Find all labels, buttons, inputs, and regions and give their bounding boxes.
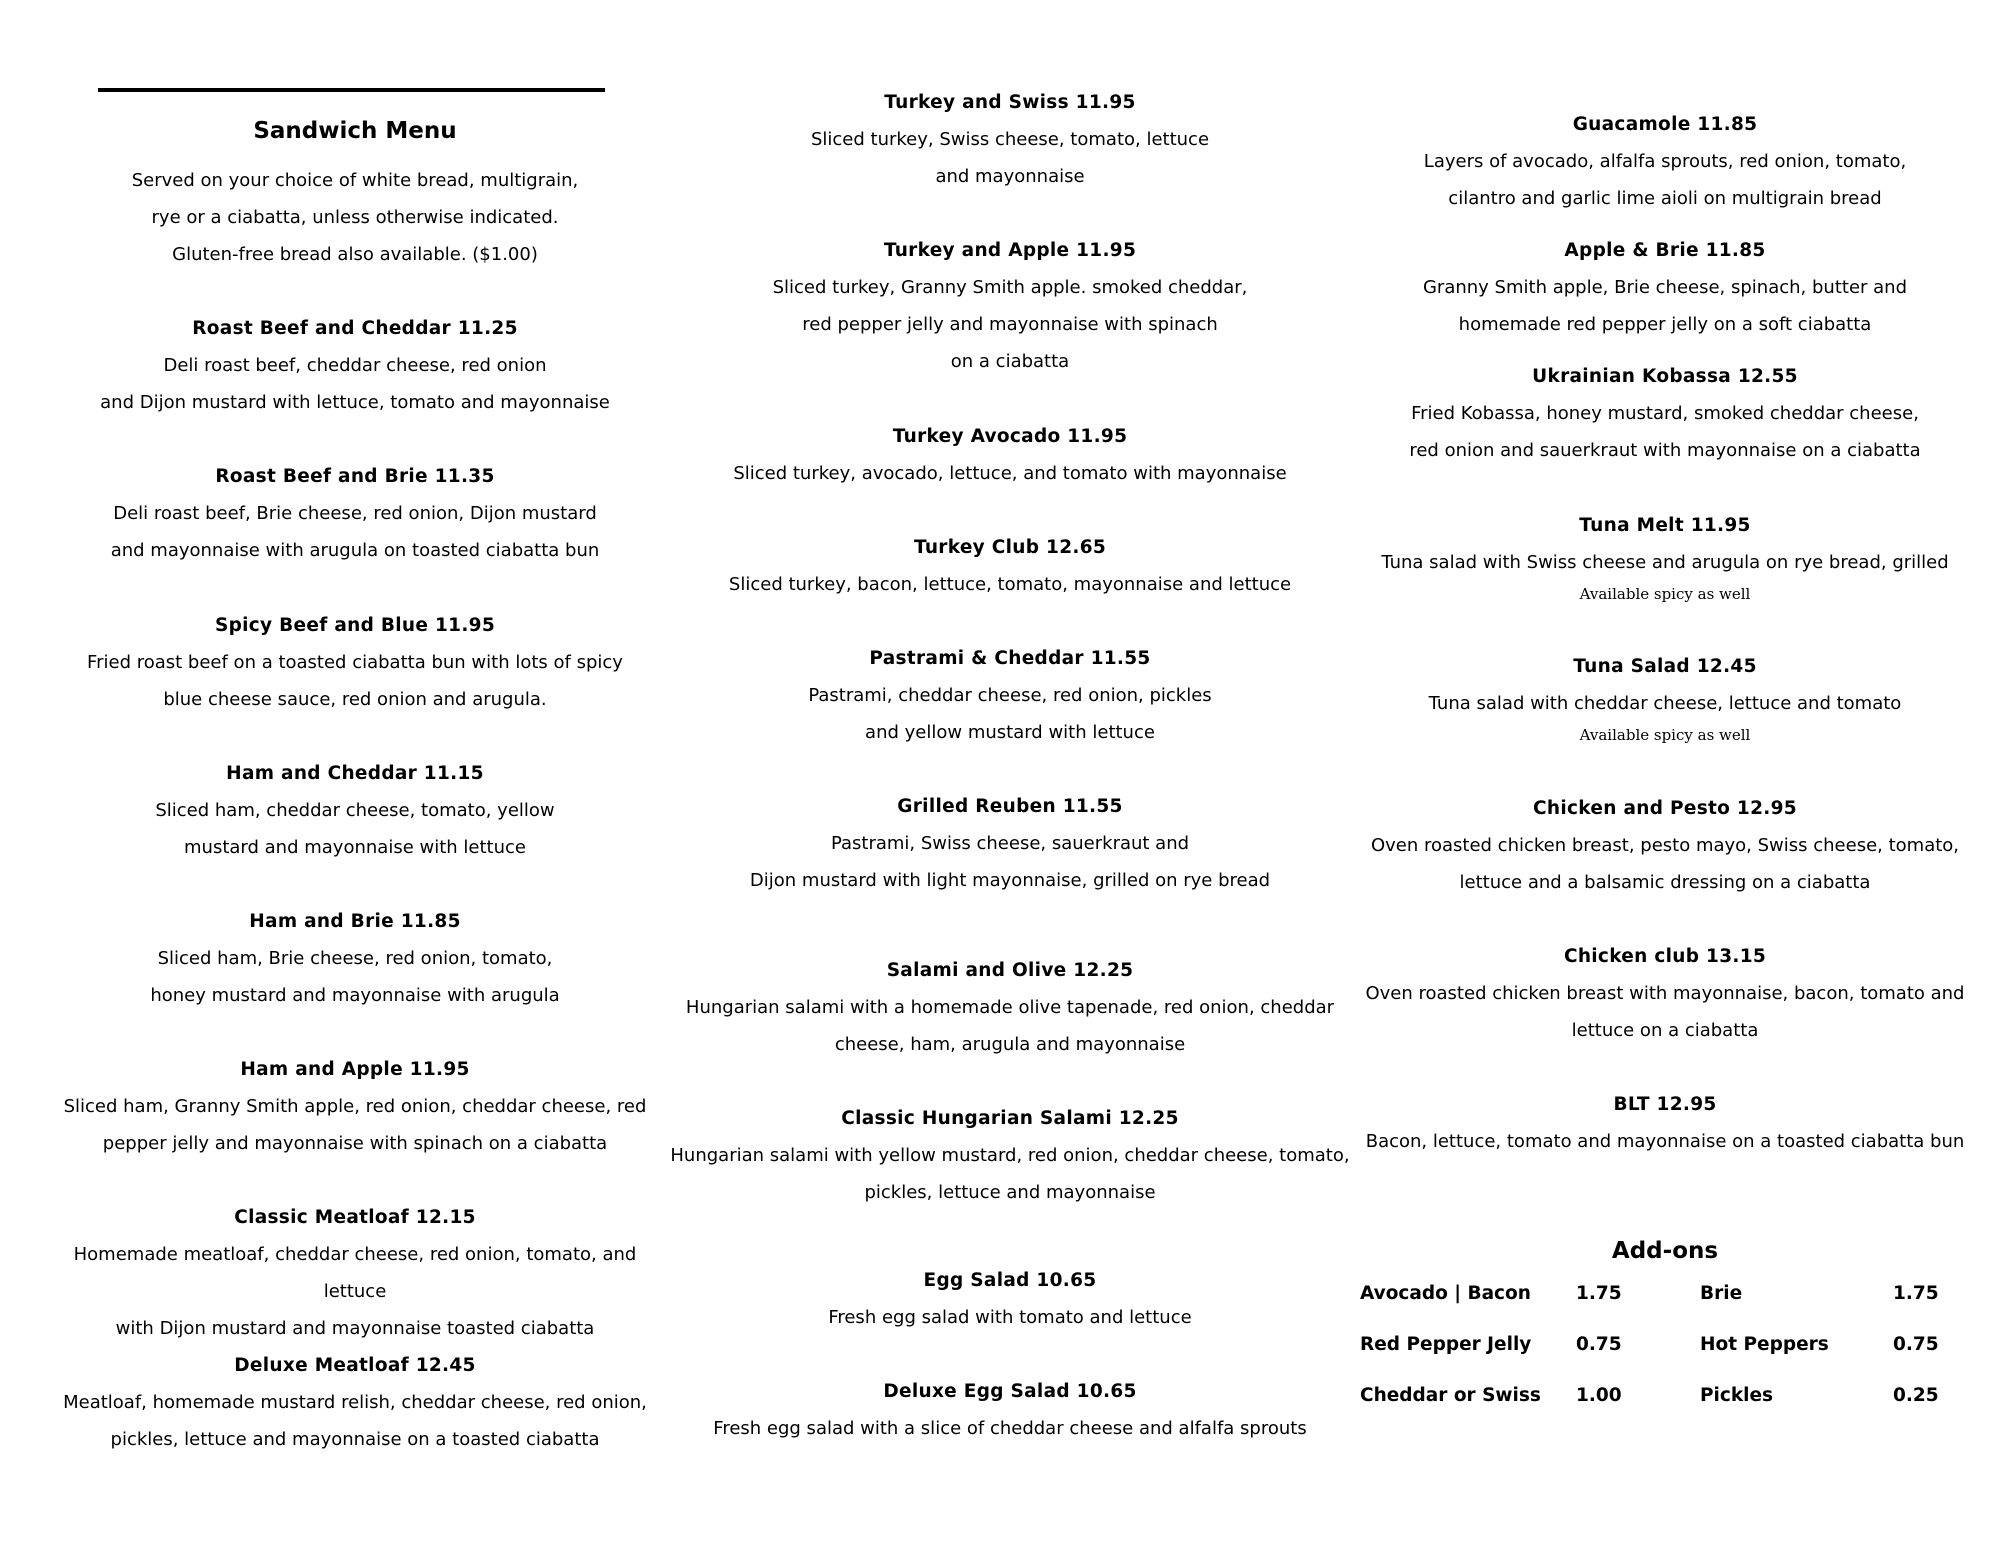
addon-price: 0.25 [1893, 1385, 1939, 1406]
addon-name: Pickles [1700, 1385, 1774, 1406]
item-description: Sliced ham, Brie cheese, red onion, tomato, honey mustard and mayonnaise with arugula [150, 948, 560, 1006]
item-description: Sliced turkey, avocado, lettuce, and tomato with mayonnaise [733, 463, 1287, 484]
item-description: Sliced turkey, Swiss cheese, tomato, lettuce and mayonnaise [810, 129, 1210, 187]
menu-item [1360, 938, 1970, 1049]
item-name: Spicy Beef and Blue 11.95 [214, 615, 495, 636]
item-description: Oven roasted chicken breast with mayonnaise, bacon, tomato and lettuce on a ciabatta [1365, 983, 1965, 1041]
item-name: Ham and Cheddar 11.15 [226, 763, 484, 784]
menu-item [670, 529, 1350, 603]
menu-item [670, 1100, 1350, 1211]
item-description: Bacon, lettuce, tomato and mayonnaise on a toasted ciabatta bun [1365, 1131, 1965, 1152]
item-name: BLT 12.95 [1613, 1094, 1717, 1115]
intro-line: Gluten-free bread also available. ($1.00) [172, 244, 538, 265]
item-note: Available spicy as well [1579, 585, 1751, 603]
menu-item [40, 607, 670, 718]
item-name: Deluxe Meatloaf 12.45 [234, 1355, 476, 1376]
item-name: Ham and Brie 11.85 [249, 911, 461, 932]
header-rule [98, 88, 605, 92]
menu-item [670, 1262, 1350, 1336]
item-name: Classic Hungarian Salami 12.25 [841, 1108, 1179, 1129]
item-description: Fried roast beef on a toasted ciabatta bun with lots of spicy blue cheese sauce, red onion and arugula. [87, 652, 623, 710]
item-name: Roast Beef and Cheddar 11.25 [192, 318, 518, 339]
item-name: Chicken and Pesto 12.95 [1533, 798, 1797, 819]
menu-item [670, 640, 1350, 751]
addon-name: Avocado | Bacon [1360, 1283, 1531, 1304]
item-description: Layers of avocado, alfalfa sprouts, red onion, tomato, cilantro and garlic lime aioli on multigrain bread [1423, 151, 1907, 209]
item-description: Hungarian salami with yellow mustard, red onion, cheddar cheese, tomato, pickles, lettuce and mayonnaise [670, 1145, 1350, 1203]
item-name: Tuna Salad 12.45 [1573, 656, 1757, 677]
menu-item [40, 903, 670, 1014]
item-name: Egg Salad 10.65 [923, 1270, 1097, 1291]
item-name: Chicken club 13.15 [1563, 946, 1767, 967]
menu-item [40, 1347, 670, 1458]
item-name: Pastrami & Cheddar 11.55 [869, 648, 1151, 669]
item-description: Deli roast beef, cheddar cheese, red onion and Dijon mustard with lettuce, tomato and mayonnaise [100, 355, 610, 413]
addon-price: 0.75 [1893, 1334, 1939, 1355]
item-name: Guacamole 11.85 [1572, 114, 1758, 135]
item-description: Tuna salad with Swiss cheese and arugula on rye bread, grilled [1381, 552, 1949, 573]
menu-item [1360, 1086, 1970, 1160]
item-description: Sliced turkey, Granny Smith apple. smoked cheddar, red pepper jelly and mayonnaise with spinach on a ciabatta [772, 277, 1248, 372]
item-name: Salami and Olive 12.25 [886, 960, 1134, 981]
item-name: Turkey and Swiss 11.95 [884, 92, 1136, 113]
item-description: Pastrami, cheddar cheese, red onion, pickles and yellow mustard with lettuce [808, 685, 1212, 743]
menu-item [670, 1373, 1350, 1447]
menu-item [670, 952, 1350, 1063]
menu-item [670, 84, 1350, 195]
addons-row [1360, 1334, 1970, 1385]
item-description: Deli roast beef, Brie cheese, red onion, Dijon mustard and mayonnaise with arugula on toasted ciabatta bun [110, 503, 600, 561]
page-title: Sandwich Menu [253, 118, 457, 144]
addon-name: Red Pepper Jelly [1360, 1334, 1532, 1355]
item-name: Turkey Club 12.65 [913, 537, 1107, 558]
item-note: Available spicy as well [1579, 726, 1751, 744]
addon-name: Cheddar or Swiss [1360, 1385, 1541, 1406]
intro-line: Served on your choice of white bread, multigrain, [131, 170, 579, 191]
menu-item [40, 1051, 670, 1162]
menu-item [40, 755, 670, 866]
menu-item [40, 310, 670, 421]
menu-item [670, 418, 1350, 492]
item-name: Roast Beef and Brie 11.35 [215, 466, 495, 487]
item-name: Turkey Avocado 11.95 [892, 426, 1128, 447]
item-description: Tuna salad with cheddar cheese, lettuce and tomato [1428, 693, 1902, 714]
addons-row [1360, 1385, 1970, 1436]
addons-title: Add-ons [1611, 1238, 1719, 1264]
addons-table [1360, 1283, 1970, 1436]
intro-line: rye or a ciabatta, unless otherwise indicated. [151, 207, 559, 228]
addon-price: 1.00 [1576, 1385, 1622, 1406]
addon-price: 1.75 [1576, 1283, 1622, 1304]
menu-item [40, 1199, 670, 1347]
item-name: Apple & Brie 11.85 [1564, 240, 1766, 261]
addon-price: 0.75 [1576, 1334, 1622, 1355]
item-description: Fresh egg salad with tomato and lettuce [828, 1307, 1192, 1328]
item-description: Sliced ham, cheddar cheese, tomato, yellow mustard and mayonnaise with lettuce [155, 800, 555, 858]
item-description: Oven roasted chicken breast, pesto mayo, Swiss cheese, tomato, lettuce and a balsamic dressing on a ciabatta [1370, 835, 1960, 893]
menu-intro [40, 162, 670, 273]
item-description: Homemade meatloaf, cheddar cheese, red onion, tomato, and lettuce with Dijon mustard and mayonnaise toasted ciabatta [73, 1244, 637, 1339]
menu-item [1360, 106, 1970, 217]
item-name: Ham and Apple 11.95 [240, 1059, 470, 1080]
item-description: Pastrami, Swiss cheese, sauerkraut and Dijon mustard with light mayonnaise, grilled on rye bread [749, 833, 1271, 891]
item-name: Turkey and Apple 11.95 [883, 240, 1137, 261]
addon-name: Brie [1700, 1283, 1743, 1304]
menu-item [1360, 648, 1970, 748]
item-name: Ukrainian Kobassa 12.55 [1532, 366, 1798, 387]
menu-item [1360, 232, 1970, 343]
item-name: Grilled Reuben 11.55 [897, 796, 1123, 817]
item-description: Meatloaf, homemade mustard relish, cheddar cheese, red onion, pickles, lettuce and mayonnaise on a toasted ciabatta [63, 1392, 647, 1450]
menu-item [670, 788, 1350, 899]
item-name: Tuna Melt 11.95 [1579, 515, 1751, 536]
menu-item [1360, 358, 1970, 469]
menu-item [40, 458, 670, 569]
addon-name: Hot Peppers [1700, 1334, 1829, 1355]
item-description: Sliced ham, Granny Smith apple, red onion, cheddar cheese, red pepper jelly and mayonnaise with spinach on a ciabatta [63, 1096, 647, 1154]
menu-item [1360, 790, 1970, 901]
addon-price: 1.75 [1893, 1283, 1939, 1304]
item-description: Sliced turkey, bacon, lettuce, tomato, mayonnaise and lettuce [728, 574, 1292, 595]
addons-row [1360, 1283, 1970, 1334]
item-name: Deluxe Egg Salad 10.65 [883, 1381, 1137, 1402]
item-name: Classic Meatloaf 12.15 [234, 1207, 476, 1228]
menu-item [670, 232, 1350, 380]
item-description: Granny Smith apple, Brie cheese, spinach, butter and homemade red pepper jelly on a soft ciabatta [1422, 277, 1907, 335]
menu-item [1360, 507, 1970, 607]
item-description: Fried Kobassa, honey mustard, smoked cheddar cheese, red onion and sauerkraut with mayonnaise on a ciabatta [1409, 403, 1921, 461]
item-description: Fresh egg salad with a slice of cheddar cheese and alfalfa sprouts [713, 1418, 1307, 1439]
item-description: Hungarian salami with a homemade olive tapenade, red onion, cheddar cheese, ham, arugula and mayonnaise [685, 997, 1335, 1055]
